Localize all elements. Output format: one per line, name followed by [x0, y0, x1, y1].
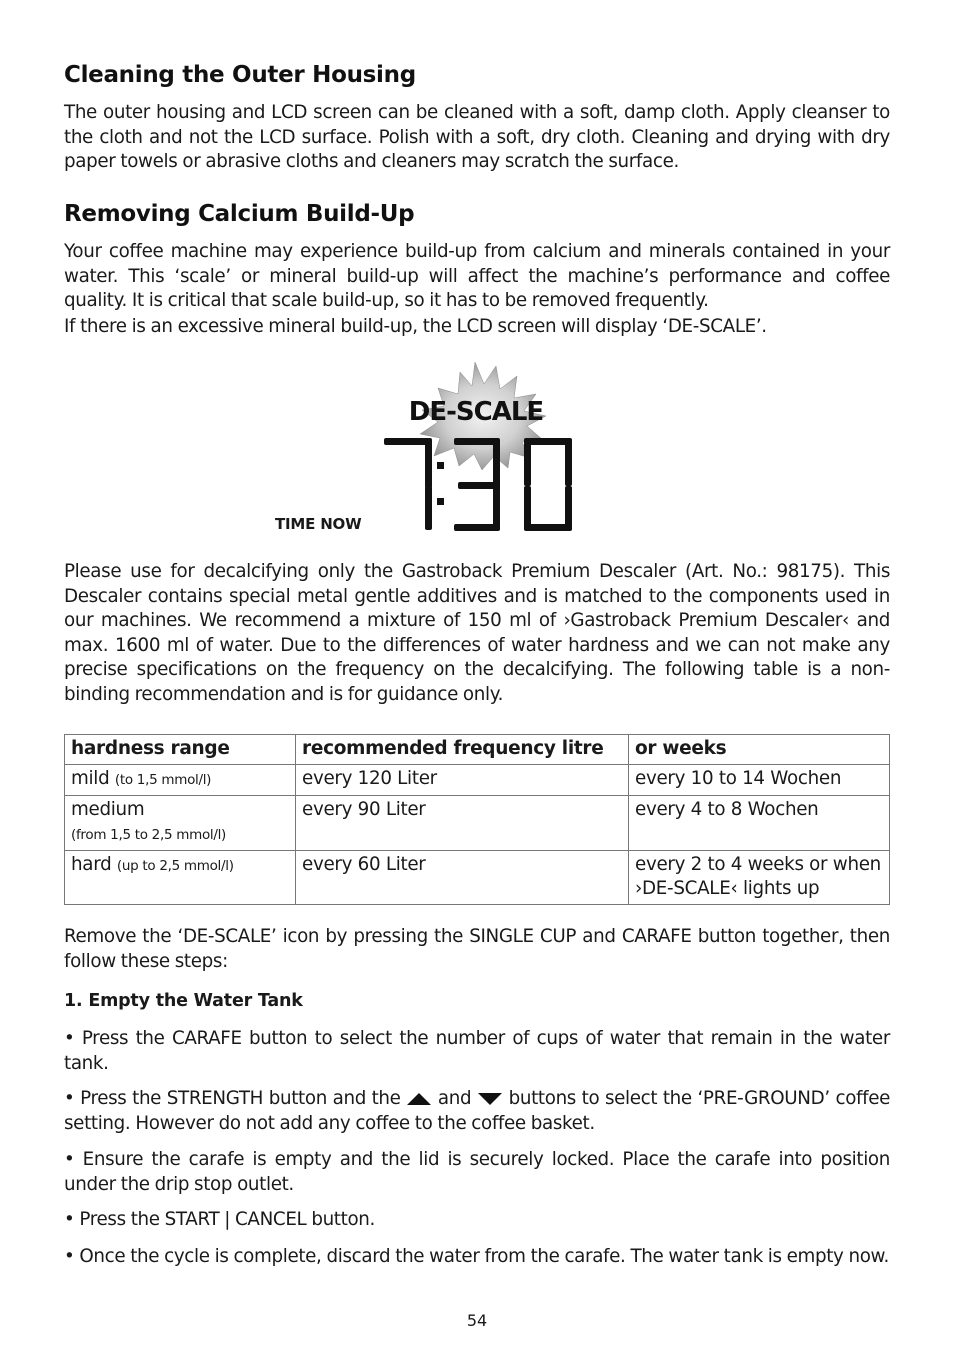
down-triangle-icon: [477, 1091, 503, 1107]
bullet-text: buttons to select the ‘PRE-GROUND’ coffee setting. However do not add any coffee to the coffee basket.: [64, 1088, 890, 1134]
table-cell: [65, 796, 296, 851]
descale-badge: DE-SCALE: [408, 397, 544, 427]
hardness-note: (up to 2,5 mmol/l): [116, 858, 234, 874]
calcium-paragraph: Your coffee machine may experience build-up from calcium and minerals contained in your water. This ‘scale’ or mineral build-up will affect the machine’s performance and coffee quality. It is critical that scale build-up, so it has to be removed frequently.: [64, 241, 890, 311]
table-header: or weeks: [629, 735, 890, 765]
lcd-display-illustration: [334, 358, 634, 538]
table-header: hardness range: [65, 735, 296, 765]
hardness-range: medium: [71, 799, 145, 820]
hardness-note: (from 1,5 to 2,5 mmol/l): [71, 827, 227, 843]
table-header: recommended frequency litre: [296, 735, 629, 765]
section-heading-calcium: Removing Calcium Build-Up: [64, 201, 415, 227]
lcd-svg: [334, 358, 634, 538]
table-row: [65, 851, 890, 905]
bullet-item: • Press the CARAFE button to select the number of cups of water that remain in the water tank.: [64, 1028, 890, 1074]
table-cell: [65, 851, 296, 905]
bullet-item: • Press the START | CANCEL button.: [64, 1209, 375, 1230]
bullet-item: • Once the cycle is complete, discard the water from the carafe. The water tank is empty now.: [64, 1246, 889, 1267]
hardness-range: mild: [71, 768, 110, 789]
bullet-text: • Press the STRENGTH button and the: [64, 1088, 401, 1109]
calcium-paragraph-2: If there is an excessive mineral build-up, the LCD screen will display ‘DE-SCALE’.: [64, 316, 767, 337]
remove-icon-paragraph: Remove the ‘DE-SCALE’ icon by pressing the SINGLE CUP and CARAFE button together, then follow these steps:: [64, 926, 890, 972]
table-header-row: [65, 735, 890, 765]
table-cell: every 120 Liter: [296, 765, 629, 796]
table-cell: every 10 to 14 Wochen: [629, 765, 890, 796]
hardness-note: (to 1,5 mmol/l): [114, 772, 212, 788]
hardness-table: [64, 734, 890, 905]
table-cell: every 2 to 4 weeks or when ›DE-SCALE‹ lights up: [629, 851, 890, 905]
bullet-item: • Ensure the carafe is empty and the lid is securely locked. Place the carafe into position under the drip stop outlet.: [64, 1149, 890, 1195]
table-row: [65, 765, 890, 796]
step-heading: 1. Empty the Water Tank: [64, 991, 303, 1011]
table-cell: every 90 Liter: [296, 796, 629, 851]
cleaning-paragraph: The outer housing and LCD screen can be cleaned with a soft, damp cloth. Apply cleanser to the cloth and not the LCD surface. Polish with a soft, dry cloth. Cleaning and drying with dry paper towels or abrasive cloths and cleaners may scratch the surface.: [64, 102, 890, 172]
section-heading-cleaning: Cleaning the Outer Housing: [64, 62, 416, 88]
table-cell: every 60 Liter: [296, 851, 629, 905]
time-now-label: TIME NOW: [275, 515, 362, 533]
up-triangle-icon: [406, 1091, 432, 1107]
hardness-range: hard: [71, 854, 112, 875]
table-row: [65, 796, 890, 851]
table-cell: every 4 to 8 Wochen: [629, 796, 890, 851]
descaler-paragraph: Please use for decalcifying only the Gastroback Premium Descaler (Art. No.: 98175). This Descaler contains special metal gentle additives and is matched to the components used in our machines. We recommend a mixture of 150 ml of ›Gastroback Premium Descaler‹ and max. 1600 ml of water. Due to the differences of water hardness and we can not make any precise specifications on the frequency on the decalcifying. The following table is a non-binding recommendation and is for guidance only.: [64, 561, 890, 705]
page-number: 54: [466, 1311, 488, 1330]
bullet-item: [64, 1087, 890, 1136]
table-cell: [65, 765, 296, 796]
bullet-text: and: [437, 1088, 472, 1109]
